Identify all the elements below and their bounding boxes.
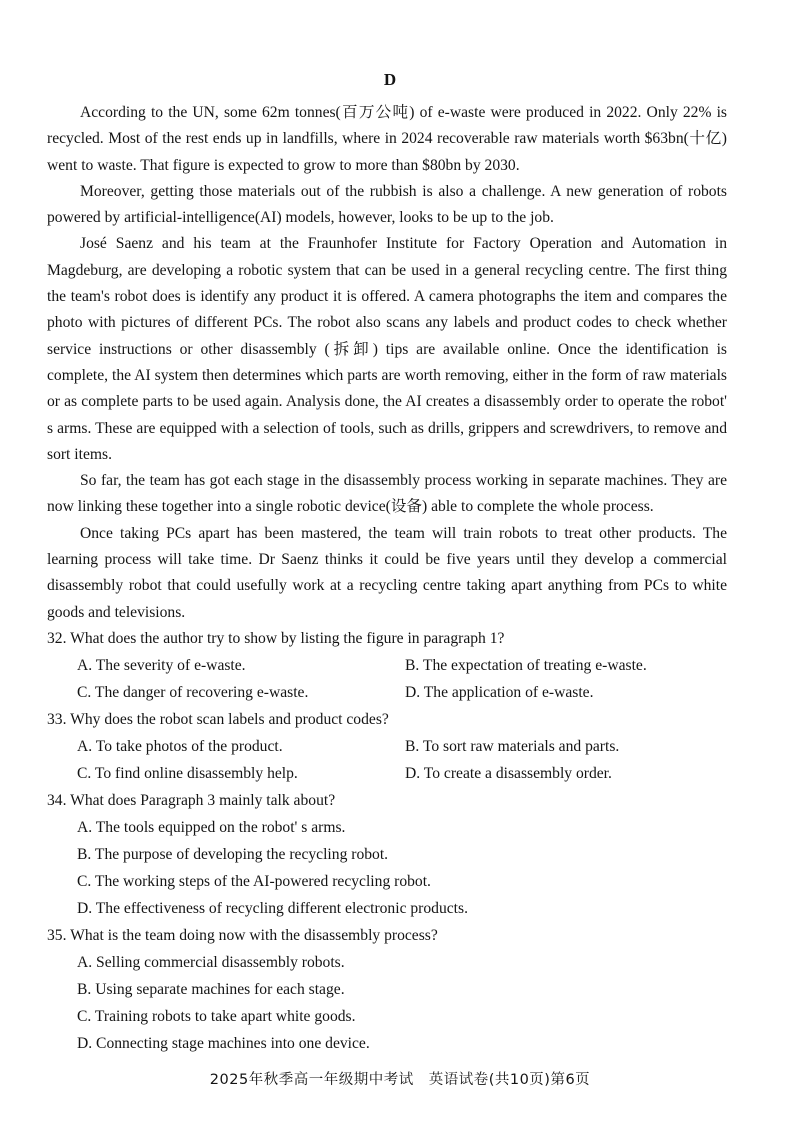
option-c: C. The danger of recovering e-waste. xyxy=(77,684,309,701)
question-32 xyxy=(47,625,737,706)
option-grid xyxy=(47,733,737,787)
option-grid xyxy=(47,652,737,706)
section-title: D xyxy=(383,70,397,89)
question-list xyxy=(47,625,737,1057)
option-c: C. To find online disassembly help. xyxy=(77,765,298,782)
page-footer: 2025年秋季高一年级期中考试 英语试卷(共10页)第6页 xyxy=(209,1072,591,1088)
option-d: D. Connecting stage machines into one device. xyxy=(77,1035,370,1052)
reading-passage xyxy=(47,100,727,626)
question-stem: 32. What does the author try to show by listing the figure in paragraph 1? xyxy=(47,630,505,647)
paragraph-4: So far, the team has got each stage in the disassembly process working in separate machines. They are now linking these together into a single robotic device(设备) able to complete the whole process. xyxy=(47,472,727,516)
option-b: B. The purpose of developing the recycling robot. xyxy=(77,846,389,863)
option-a: A. The tools equipped on the robot' s arms. xyxy=(77,819,346,836)
option-b: B. To sort raw materials and parts. xyxy=(405,738,620,755)
paragraph-3: José Saenz and his team at the Fraunhofer Institute for Factory Operation and Automation in Magdeburg, are developing a robotic system that can be used in a general recycling centre. The first thing the team's robot does is identify any product it is offered. A camera photographs the item and compares the photo with pictures of different PCs. The robot also scans any labels and product codes to check whether service instructions or other disassembly (拆卸) tips are available online. Once the identification is complete, the AI system then determines which parts are worth removing, either in the form of raw materials or as complete parts to be used again. Analysis done, the AI creates a disassembly order to operate the robot' s arms. These are equipped with a selection of tools, such as drills, grippers and screwdrivers, to remove and sort items. xyxy=(47,235,727,463)
option-list xyxy=(47,814,737,922)
question-stem: 34. What does Paragraph 3 mainly talk about? xyxy=(47,792,336,809)
question-35 xyxy=(47,922,737,1057)
option-d: D. The application of e-waste. xyxy=(405,684,594,701)
paragraph-2: Moreover, getting those materials out of the rubbish is also a challenge. A new generation of robots powered by artificial-intelligence(AI) models, however, looks to be up to the job. xyxy=(47,182,727,227)
option-list xyxy=(47,949,737,1057)
option-b: B. The expectation of treating e-waste. xyxy=(405,657,647,674)
question-stem: 33. Why does the robot scan labels and product codes? xyxy=(47,711,389,728)
question-33 xyxy=(47,706,737,787)
option-a: A. Selling commercial disassembly robots. xyxy=(77,954,345,971)
option-a: A. To take photos of the product. xyxy=(77,738,283,755)
option-a: A. The severity of e-waste. xyxy=(77,657,246,674)
question-34 xyxy=(47,787,737,922)
paragraph-5: Once taking PCs apart has been mastered, the team will train robots to treat other products. The learning process will take time. Dr Saenz thinks it could be five years until they develop a commercial disassembly robot that could usefully work at a recycling centre taking apart anything from PCs to white goods and televisions. xyxy=(47,524,727,621)
option-b: B. Using separate machines for each stage. xyxy=(77,981,345,998)
option-c: C. The working steps of the AI-powered recycling robot. xyxy=(77,873,431,890)
option-c: C. Training robots to take apart white goods. xyxy=(77,1008,356,1025)
option-d: D. To create a disassembly order. xyxy=(405,765,612,782)
paragraph-1: According to the UN, some 62m tonnes(百万公吨) of e-waste were produced in 2022. Only 22% is recycled. Most of the rest ends up in landfills, where in 2024 recoverable raw materials worth $63bn(十亿) went to waste. That figure is expected to grow to more than $80bn by 2030. xyxy=(47,104,727,174)
question-stem: 35. What is the team doing now with the disassembly process? xyxy=(47,927,438,944)
option-d: D. The effectiveness of recycling different electronic products. xyxy=(77,900,468,917)
